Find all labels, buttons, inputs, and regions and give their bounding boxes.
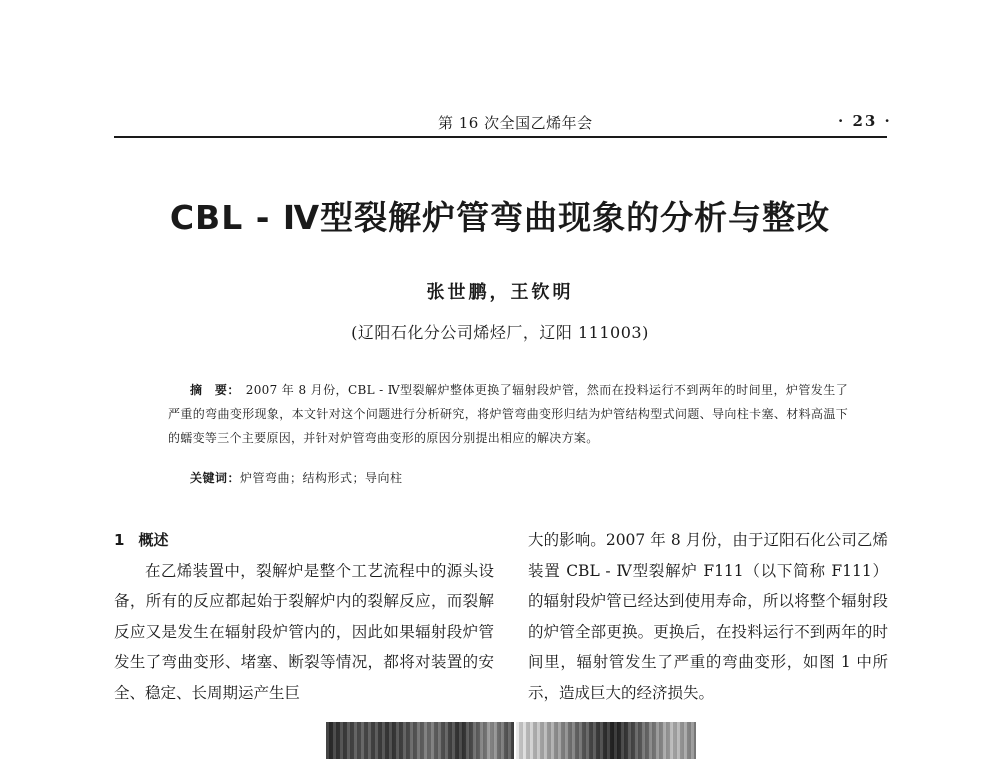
authors: 张世鹏，王钦明 [426,282,574,303]
figure-1-photo-right [516,722,696,759]
section-heading [114,525,494,556]
keywords [190,466,850,490]
figure-1-photo-left [326,722,514,759]
keywords-text: 炉管弯曲；结构形式；导向柱 [240,471,403,485]
header-rule [114,136,887,138]
abstract-label: 摘 要： [190,383,240,397]
keywords-label: 关键词： [190,471,241,485]
section-number: 1 [114,531,125,549]
abstract-text: 2007 年 8 月份，CBL - Ⅳ型裂解炉整体更换了辐射段炉管，然而在投料运行不到两年的时间里，炉管发生了严重的弯曲变形现象，本文针对这个问题进行分析研究，将炉管弯曲变形归结为炉管结构型式问题、导向柱卡塞、材料高温下的蠕变等三个主要原因，并针对炉管弯曲变形的原因分别提出相应的解决方案。 [168,383,848,445]
section-title: 概述 [138,531,169,549]
affiliation: (辽阳石化分公司烯烃厂，辽阳 111003) [351,323,649,342]
running-header: 第 16 次全国乙烯年会 [438,114,593,132]
paper-title: CBL - Ⅳ型裂解炉管弯曲现象的分析与整改 [169,198,831,237]
paragraph-right: 大的影响。2007 年 8 月份，由于辽阳石化公司乙烯装置 CBL - Ⅳ型裂解炉 F111（以下简称 F111）的辐射段炉管已经达到使用寿命，所以将整个辐射段的炉管全部更换。更换后，在投料运行不到两年的时间里，辐射管发生了严重的弯曲变形，如图 1 中所示，造成巨大的经济损失。 [528,531,888,702]
body-column-left [114,525,494,708]
abstract [168,378,848,450]
paragraph-left: 在乙烯装置中，裂解炉是整个工艺流程中的源头设备，所有的反应都起始于裂解炉内的裂解反应，而裂解反应又是发生在辐射段炉管内的，因此如果辐射段炉管发生了弯曲变形、堵塞、断裂等情况，都将对装置的安全、稳定、长周期运产生巨 [114,561,494,702]
body-column-right [528,525,888,708]
page-number: · 23 · [838,112,892,130]
